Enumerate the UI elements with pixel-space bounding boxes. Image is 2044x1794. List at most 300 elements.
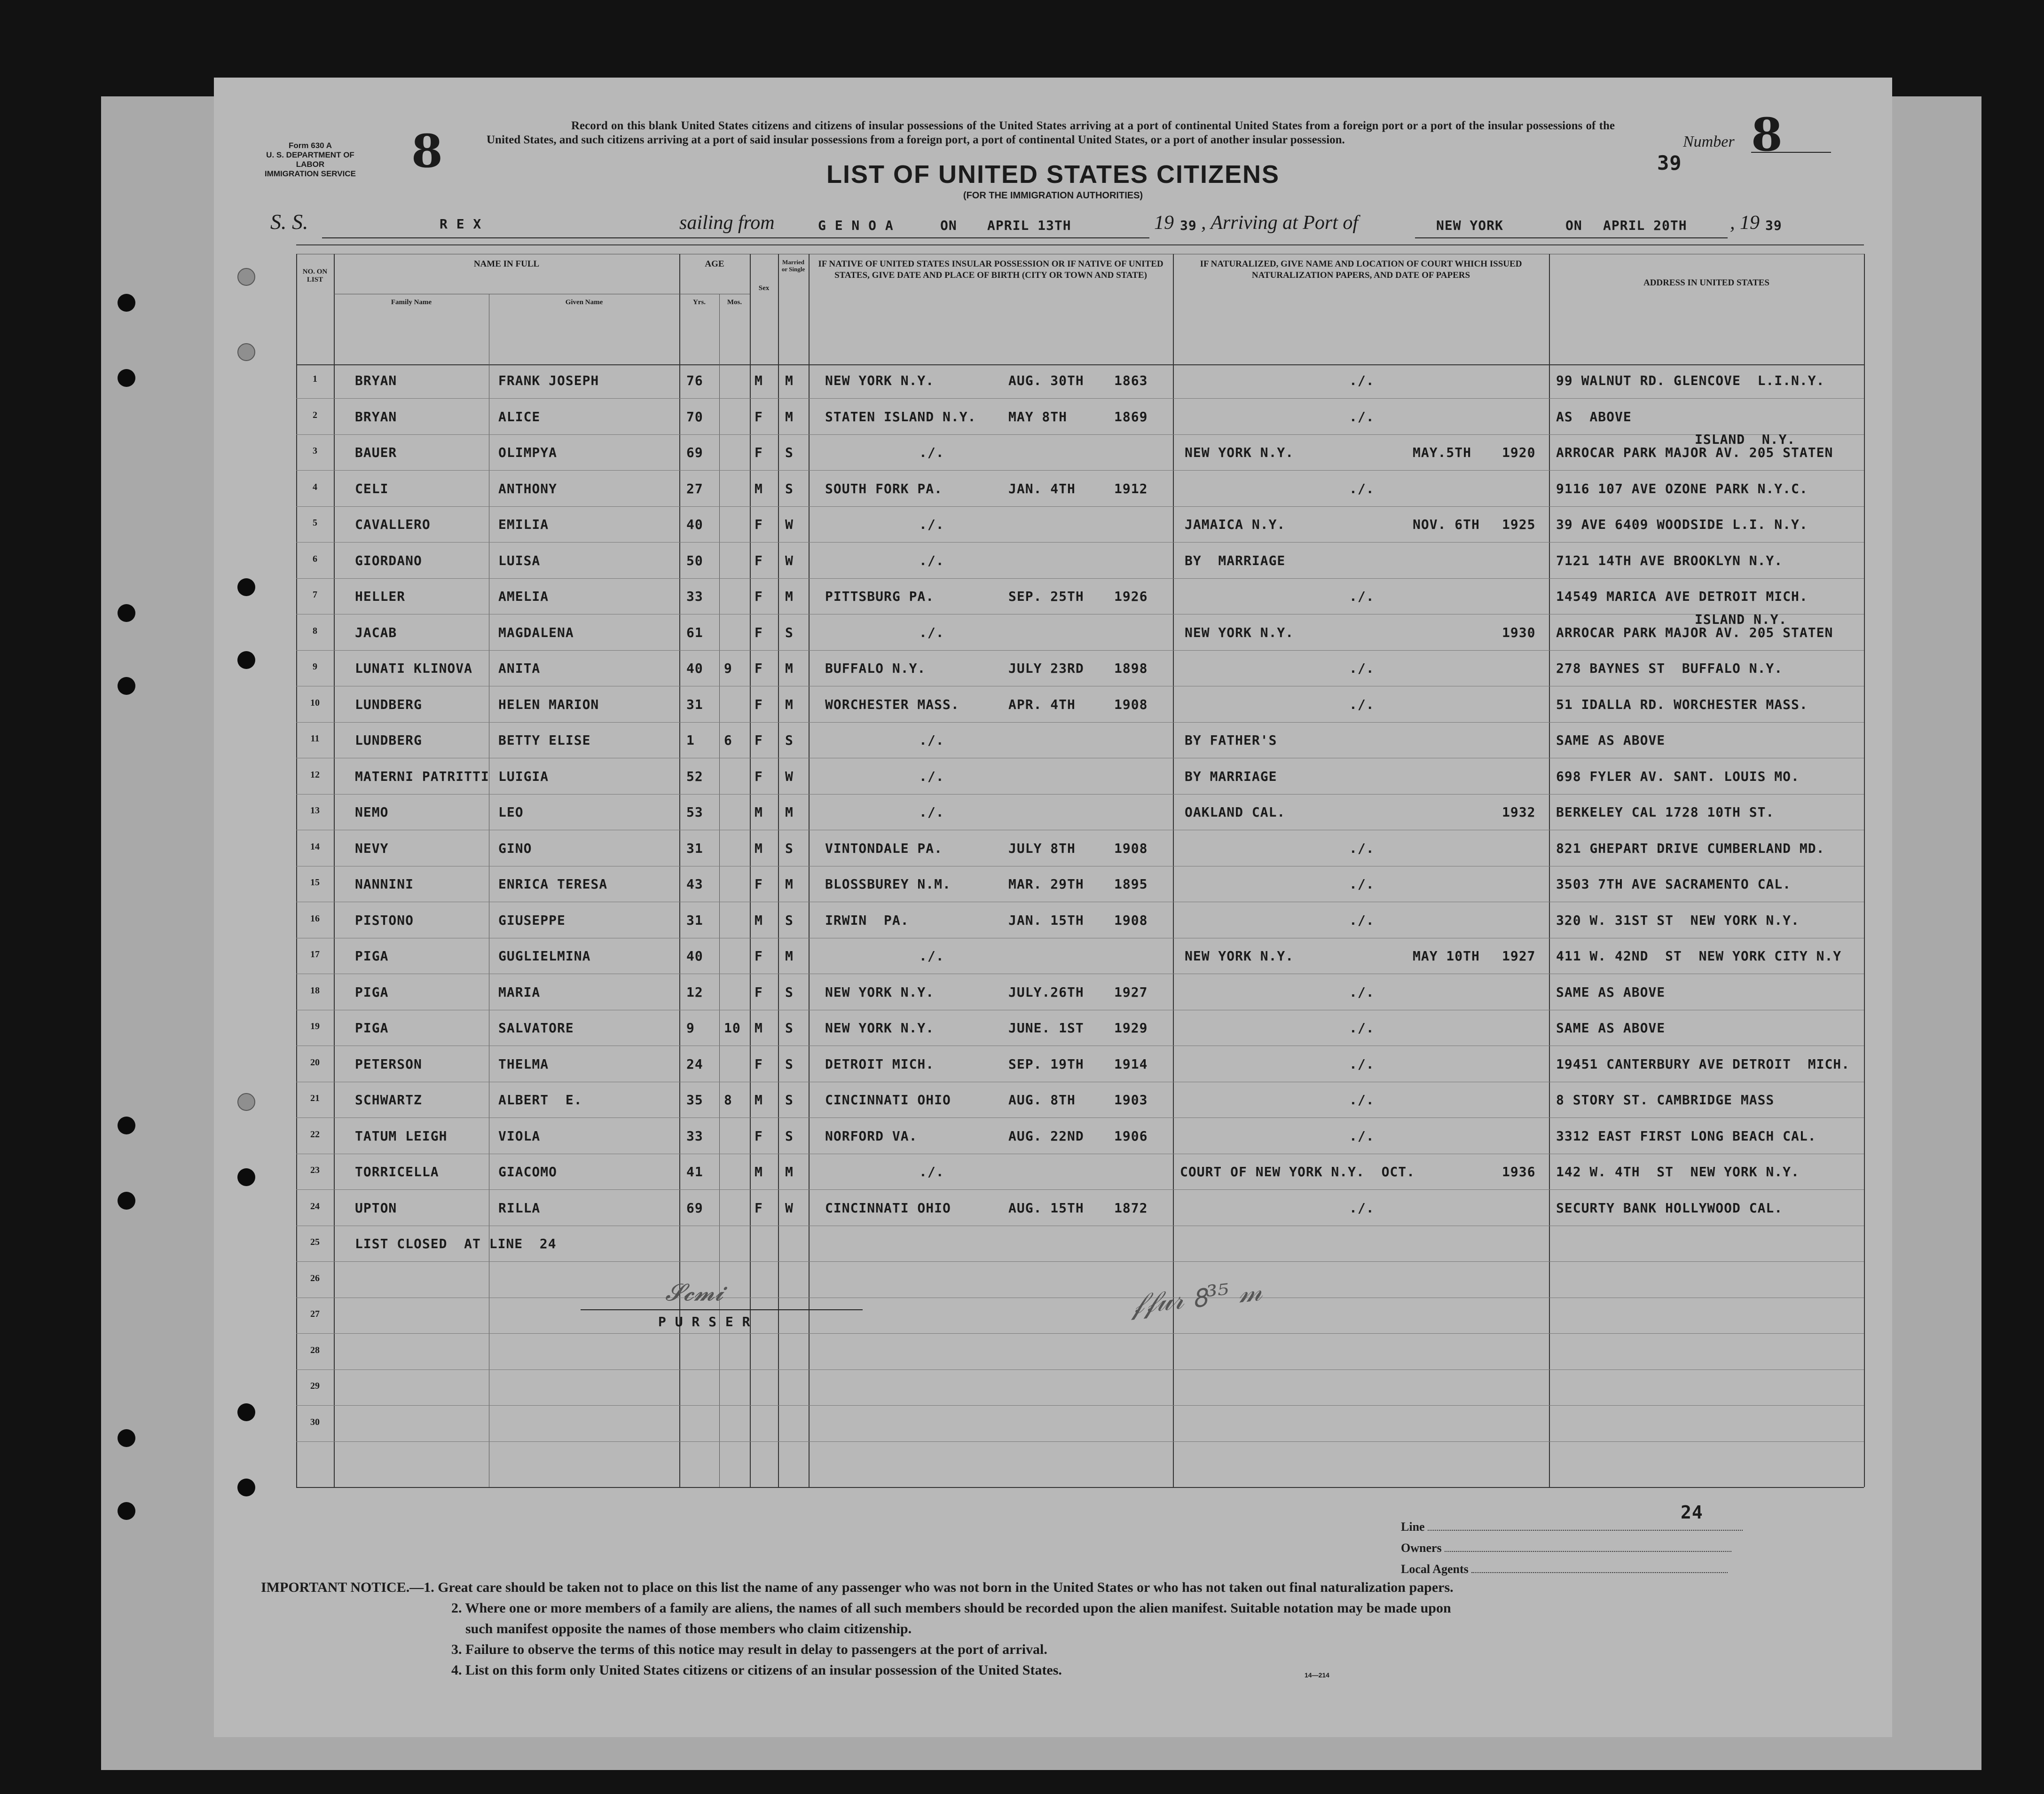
punch-hole: [237, 343, 255, 361]
birth-date: AUG. 8TH: [1008, 1092, 1076, 1108]
sex: F: [755, 768, 763, 784]
age-months: 9: [724, 661, 732, 676]
age-years: 33: [686, 1128, 703, 1144]
naturalization-mark: ./.: [1349, 1020, 1375, 1036]
col-sex: Sex: [758, 284, 770, 292]
marital-status: S: [785, 732, 794, 748]
sex: F: [755, 661, 763, 676]
age-years: 35: [686, 1092, 703, 1108]
ss-label: S. S.: [270, 210, 308, 234]
address: ARROCAR PARK MAJOR AV. 205 STATEN: [1556, 624, 1833, 640]
punch-hole: [237, 1403, 255, 1421]
birth-date: JULY 23RD: [1008, 661, 1084, 676]
sex: F: [755, 876, 763, 892]
row-number: 13: [310, 805, 320, 816]
family-name: BAUER: [355, 445, 397, 460]
row-number: 1: [313, 374, 317, 384]
marital-status: S: [785, 624, 794, 640]
family-name: UPTON: [355, 1200, 397, 1216]
sex: F: [755, 1200, 763, 1216]
age-years: 31: [686, 912, 703, 928]
age-years: 1: [686, 732, 695, 748]
birth-year: 1927: [1114, 984, 1148, 1000]
address: 39 AVE 6409 WOODSIDE L.I. N.Y.: [1556, 517, 1808, 532]
address: 14549 MARICA AVE DETROIT MICH.: [1556, 589, 1808, 604]
number-label: Number: [1683, 133, 1735, 150]
given-name: SALVATORE: [498, 1020, 574, 1036]
age-years: 69: [686, 1200, 703, 1216]
birth-year: 1869: [1114, 409, 1148, 425]
row-number: 10: [310, 697, 320, 708]
row-number: 18: [310, 985, 320, 996]
family-name: BRYAN: [355, 373, 397, 388]
birth-place: ./.: [919, 624, 944, 640]
naturalization-court: BY MARRIAGE: [1185, 552, 1286, 568]
birth-year: 1912: [1114, 480, 1148, 496]
marital-status: M: [785, 373, 794, 388]
naturalization-mark: ./.: [1349, 1128, 1375, 1144]
birth-date: MAR. 29TH: [1008, 876, 1084, 892]
given-name: GIUSEPPE: [498, 912, 566, 928]
punch-hole: [118, 369, 135, 387]
row-number: 16: [310, 913, 320, 924]
row-number: 9: [313, 661, 317, 672]
address-continuation: ISLAND N.Y.: [1695, 611, 1787, 627]
address: 99 WALNUT RD. GLENCOVE L.I.N.Y.: [1556, 373, 1825, 388]
age-years: 33: [686, 589, 703, 604]
row-number: 6: [313, 553, 317, 564]
punch-hole: [237, 651, 255, 669]
naturalization-year: 1930: [1502, 624, 1536, 640]
row-number: 12: [310, 769, 320, 780]
punch-hole: [118, 604, 135, 622]
address: 142 W. 4TH ST NEW YORK N.Y.: [1556, 1164, 1800, 1180]
sex: F: [755, 445, 763, 460]
birth-place: STATEN ISLAND N.Y.: [825, 409, 976, 425]
col-name-in-full: NAME IN FULL: [473, 259, 540, 269]
family-name: PIGA: [355, 948, 389, 964]
naturalization-mark: ./.: [1349, 480, 1375, 496]
age-months: 6: [724, 732, 732, 748]
year-prefix-1: 19: [1154, 212, 1174, 234]
family-name: NANNINI: [355, 876, 414, 892]
sex: F: [755, 732, 763, 748]
age-years: 31: [686, 696, 703, 712]
naturalization-mark: ./.: [1349, 373, 1375, 388]
naturalization-year: 1925: [1502, 517, 1536, 532]
naturalization-mark: ./.: [1349, 696, 1375, 712]
given-name: ALICE: [498, 409, 541, 425]
birth-place: ./.: [919, 948, 944, 964]
on-label-1: ON: [940, 218, 957, 233]
address: 3312 EAST FIRST LONG BEACH CAL.: [1556, 1128, 1816, 1144]
address: 19451 CANTERBURY AVE DETROIT MICH.: [1556, 1056, 1850, 1072]
given-name: MARIA: [498, 984, 541, 1000]
row-number: 26: [310, 1273, 320, 1283]
birth-year: 1898: [1114, 661, 1148, 676]
sex: F: [755, 696, 763, 712]
birth-place: SOUTH FORK PA.: [825, 480, 943, 496]
naturalization-court: NEW YORK N.Y.: [1185, 624, 1294, 640]
punch-hole: [237, 1168, 255, 1186]
row-number: 24: [310, 1201, 320, 1212]
birth-year: 1903: [1114, 1092, 1148, 1108]
col-naturalization: IF NATURALIZED, GIVE NAME AND LOCATION OF COURT WHICH ISSUED NATURALIZATION PAPERS, AND DATE OF PAPERS: [1200, 259, 1522, 280]
address: 698 FYLER AV. SANT. LOUIS MO.: [1556, 768, 1800, 784]
given-name: LEO: [498, 804, 524, 820]
punch-hole: [118, 1117, 135, 1134]
naturalization-year: 1927: [1502, 948, 1536, 964]
birth-date: JAN. 4TH: [1008, 480, 1076, 496]
marital-status: S: [785, 1056, 794, 1072]
age-years: 41: [686, 1164, 703, 1180]
sex: M: [755, 373, 763, 388]
manifest-page: [214, 78, 1892, 1737]
marital-status: S: [785, 1020, 794, 1036]
naturalization-mark: ./.: [1349, 589, 1375, 604]
given-name: RILLA: [498, 1200, 541, 1216]
birth-date: JULY.26TH: [1008, 984, 1084, 1000]
given-name: AMELIA: [498, 589, 549, 604]
address: 320 W. 31ST ST NEW YORK N.Y.: [1556, 912, 1800, 928]
age-years: 61: [686, 624, 703, 640]
address: ARROCAR PARK MAJOR AV. 205 STATEN: [1556, 445, 1833, 460]
naturalization-date: MAY.5TH: [1413, 445, 1472, 460]
marital-status: W: [785, 1200, 794, 1216]
page-mark-left: 8: [411, 125, 443, 178]
birth-year: 1863: [1114, 373, 1148, 388]
row-number: 28: [310, 1345, 320, 1355]
marital-status: S: [785, 912, 794, 928]
address: AS ABOVE: [1556, 409, 1632, 425]
naturalization-court: COURT OF NEW YORK N.Y. OCT.: [1180, 1164, 1415, 1180]
punch-hole: [237, 578, 255, 596]
birth-year: 1908: [1114, 696, 1148, 712]
col-no-on-list: NO. ON LIST: [302, 268, 328, 283]
birth-place: ./.: [919, 445, 944, 460]
marital-status: W: [785, 517, 794, 532]
col-married-single: Married or Single: [781, 259, 805, 273]
birth-place: NEW YORK N.Y.: [825, 984, 935, 1000]
col-address: ADDRESS IN UNITED STATES: [1643, 278, 1769, 288]
address: BERKELEY CAL 1728 10TH ST.: [1556, 804, 1775, 820]
sex: F: [755, 1056, 763, 1072]
family-name: LUNDBERG: [355, 732, 422, 748]
birth-place: NEW YORK N.Y.: [825, 373, 935, 388]
row-number: 8: [313, 625, 317, 636]
naturalization-mark: ./.: [1349, 1200, 1375, 1216]
sex: F: [755, 517, 763, 532]
marital-status: S: [785, 480, 794, 496]
punch-hole: [118, 1502, 135, 1520]
given-name: VIOLA: [498, 1128, 541, 1144]
naturalization-mark: ./.: [1349, 876, 1375, 892]
family-name: GIORDANO: [355, 552, 422, 568]
birth-place: NORFORD VA.: [825, 1128, 918, 1144]
marital-status: M: [785, 876, 794, 892]
address: 278 BAYNES ST BUFFALO N.Y.: [1556, 661, 1783, 676]
row-number: 27: [310, 1309, 320, 1319]
given-name: LUISA: [498, 552, 541, 568]
sex: F: [755, 409, 763, 425]
address: 8 STORY ST. CAMBRIDGE MASS: [1556, 1092, 1775, 1108]
col-age: AGE: [705, 259, 724, 269]
port-to: NEW YORK: [1436, 218, 1503, 233]
sex: F: [755, 984, 763, 1000]
birth-place: DETROIT MICH.: [825, 1056, 935, 1072]
age-years: 40: [686, 517, 703, 532]
given-name: LUIGIA: [498, 768, 549, 784]
family-name: LUNATI KLINOVA: [355, 661, 473, 676]
year-stamp: 39: [1657, 151, 1682, 174]
address: 821 GHEPART DRIVE CUMBERLAND MD.: [1556, 840, 1825, 856]
page-total: 24: [1681, 1502, 1703, 1523]
naturalization-court: NEW YORK N.Y.: [1185, 445, 1294, 460]
row-number: 23: [310, 1165, 320, 1175]
col-given-name: Given Name: [565, 299, 603, 306]
punch-hole: [237, 268, 255, 286]
given-name: ANTHONY: [498, 480, 558, 496]
marital-status: S: [785, 984, 794, 1000]
col-birth-info: IF NATIVE OF UNITED STATES INSULAR POSSESSION OR IF NATIVE OF UNITED STATES, GIVE DATE AND PLACE OF BIRTH (CITY OR TOWN AND STATE): [818, 259, 1164, 280]
family-name: CAVALLERO: [355, 517, 431, 532]
sex: M: [755, 912, 763, 928]
family-name: PISTONO: [355, 912, 414, 928]
birth-year: 1908: [1114, 840, 1148, 856]
row-number: 2: [313, 409, 317, 420]
sex: M: [755, 480, 763, 496]
row-number: 25: [310, 1237, 320, 1247]
given-name: EMILIA: [498, 517, 549, 532]
birth-date: APR. 4TH: [1008, 696, 1076, 712]
row-number: 11: [310, 733, 320, 744]
family-name: PIGA: [355, 1020, 389, 1036]
family-name: SCHWARTZ: [355, 1092, 422, 1108]
notice-4: 4. List on this form only United States citizens or citizens of an insular possession of the United States.: [451, 1662, 1062, 1678]
marital-status: S: [785, 1128, 794, 1144]
given-name: OLIMPYA: [498, 445, 558, 460]
birth-year: 1908: [1114, 912, 1148, 928]
age-years: 40: [686, 661, 703, 676]
address-continuation: ISLAND N.Y.: [1695, 432, 1796, 447]
age-years: 12: [686, 984, 703, 1000]
row-number: 20: [310, 1057, 320, 1068]
given-name: HELEN MARION: [498, 696, 599, 712]
sex: F: [755, 552, 763, 568]
birth-place: BLOSSBUREY N.M.: [825, 876, 951, 892]
marital-status: S: [785, 1092, 794, 1108]
given-name: BETTY ELISE: [498, 732, 591, 748]
row-number: 29: [310, 1381, 320, 1391]
agents-label: Local Agents: [1401, 1562, 1469, 1576]
family-name: PETERSON: [355, 1056, 422, 1072]
arrive-year: 39: [1765, 218, 1782, 233]
punch-hole: [118, 1429, 135, 1447]
naturalization-mark: ./.: [1349, 840, 1375, 856]
age-years: 31: [686, 840, 703, 856]
owners-label: Owners: [1401, 1541, 1442, 1555]
signature-block: [1401, 1516, 1743, 1580]
handwritten-annotation: 𝒻𝒻𝓊𝓇 𝟪³⁵ 𝓂: [1129, 1274, 1264, 1321]
year-prefix-2: , 19: [1730, 212, 1760, 234]
naturalization-year: 1920: [1502, 445, 1536, 460]
family-name: MATERNI PATRITTI: [355, 768, 489, 784]
birth-place: ./.: [919, 732, 944, 748]
row-number: 17: [310, 949, 320, 960]
age-years: 43: [686, 876, 703, 892]
marital-status: M: [785, 804, 794, 820]
row-number: 3: [313, 446, 317, 456]
arrive-date: APRIL 20TH: [1603, 218, 1687, 233]
age-years: 70: [686, 409, 703, 425]
marital-status: M: [785, 1164, 794, 1180]
birth-place: ./.: [919, 768, 944, 784]
birth-year: 1895: [1114, 876, 1148, 892]
birth-date: JUNE. 1ST: [1008, 1020, 1084, 1036]
marital-status: M: [785, 696, 794, 712]
naturalization-court: NEW YORK N.Y.: [1185, 948, 1294, 964]
birth-place: IRWIN PA.: [825, 912, 909, 928]
page-title: LIST OF UNITED STATES CITIZENS: [826, 160, 1280, 189]
row-number: 21: [310, 1093, 320, 1103]
address: SAME AS ABOVE: [1556, 984, 1666, 1000]
page-subtitle: (FOR THE IMMIGRATION AUTHORITIES): [963, 190, 1143, 201]
notice-3: 3. Failure to observe the terms of this notice may result in delay to passengers at the port of arrival.: [451, 1642, 1047, 1657]
form-label: Form 630 A U. S. DEPARTMENT OF LABOR IMMIGRATION SERVICE: [265, 141, 356, 178]
naturalization-mark: ./.: [1349, 1056, 1375, 1072]
naturalization-year: 1932: [1502, 804, 1536, 820]
address: SECURTY BANK HOLLYWOOD CAL.: [1556, 1200, 1783, 1216]
punch-hole: [118, 1192, 135, 1210]
row-number: 14: [310, 841, 320, 852]
birth-date: JAN. 15TH: [1008, 912, 1084, 928]
family-name: TORRICELLA: [355, 1164, 439, 1180]
punch-hole: [118, 294, 135, 312]
arriving-label: , Arriving at Port of: [1201, 212, 1359, 234]
sex: M: [755, 1092, 763, 1108]
birth-place: PITTSBURG PA.: [825, 589, 935, 604]
age-years: 24: [686, 1056, 703, 1072]
marital-status: W: [785, 552, 794, 568]
age-years: 53: [686, 804, 703, 820]
birth-place: ./.: [919, 552, 944, 568]
instructions: Record on this blank United States citizens and citizens of insular possessions of the United States arriving at a port of continental United States from a foreign port or a port of the insular possessions of the United States, and such citizens arriving at a port of said insular possessions from a foreign port, a port of continental United States, or a port of another insular possession.: [487, 119, 1615, 146]
sex: F: [755, 589, 763, 604]
naturalization-court: OAKLAND CAL.: [1185, 804, 1286, 820]
birth-place: BUFFALO N.Y.: [825, 661, 926, 676]
punch-hole: [237, 1479, 255, 1496]
given-name: MAGDALENA: [498, 624, 574, 640]
address: 7121 14TH AVE BROOKLYN N.Y.: [1556, 552, 1783, 568]
birth-date: MAY 8TH: [1008, 409, 1068, 425]
line-label: Line: [1401, 1520, 1425, 1534]
age-years: 9: [686, 1020, 695, 1036]
row-number: 4: [313, 481, 317, 492]
birth-date: SEP. 25TH: [1008, 589, 1084, 604]
birth-date: AUG. 22ND: [1008, 1128, 1084, 1144]
marital-status: M: [785, 948, 794, 964]
notice-title: IMPORTANT NOTICE.: [261, 1580, 410, 1595]
birth-year: 1914: [1114, 1056, 1148, 1072]
age-months: 10: [724, 1020, 741, 1036]
row-number: 22: [310, 1129, 320, 1140]
marital-status: S: [785, 840, 794, 856]
list-closed-text: LIST CLOSED AT LINE 24: [355, 1236, 557, 1251]
row-number: 15: [310, 877, 320, 888]
naturalization-court: BY FATHER'S: [1185, 732, 1277, 748]
sex: F: [755, 948, 763, 964]
address: 411 W. 42ND ST NEW YORK CITY N.Y: [1556, 948, 1842, 964]
naturalization-court: JAMAICA N.Y.: [1185, 517, 1286, 532]
family-name: HELLER: [355, 589, 406, 604]
naturalization-mark: ./.: [1349, 984, 1375, 1000]
marital-status: M: [785, 661, 794, 676]
birth-place: CINCINNATI OHIO: [825, 1200, 951, 1216]
marital-status: M: [785, 589, 794, 604]
age-years: 76: [686, 373, 703, 388]
birth-place: VINTONDALE PA.: [825, 840, 943, 856]
family-name: BRYAN: [355, 409, 397, 425]
row-number: 19: [310, 1021, 320, 1031]
naturalization-year: 1936: [1502, 1164, 1536, 1180]
purser-signature: 𝓢𝓬𝓶𝓲: [665, 1279, 723, 1306]
sex: M: [755, 840, 763, 856]
depart-date: APRIL 13TH: [987, 218, 1071, 233]
address: SAME AS ABOVE: [1556, 732, 1666, 748]
family-name: NEMO: [355, 804, 389, 820]
birth-place: NEW YORK N.Y.: [825, 1020, 935, 1036]
print-code: 14—214: [1305, 1671, 1329, 1679]
sex: M: [755, 1164, 763, 1180]
number-value: 8: [1751, 108, 1783, 161]
sex: F: [755, 1128, 763, 1144]
row-number: 5: [313, 518, 317, 528]
row-number: 7: [313, 590, 317, 600]
family-name: NEVY: [355, 840, 389, 856]
notice-2b: such manifest opposite the names of those members who claim citizenship.: [465, 1621, 912, 1637]
col-yrs: Yrs.: [692, 299, 706, 306]
birth-year: 1926: [1114, 589, 1148, 604]
address: 9116 107 AVE OZONE PARK N.Y.C.: [1556, 480, 1808, 496]
family-name: LUNDBERG: [355, 696, 422, 712]
important-notice: [261, 1577, 1869, 1681]
birth-year: 1929: [1114, 1020, 1148, 1036]
port-from: G E N O A: [818, 218, 894, 233]
sex: M: [755, 804, 763, 820]
age-years: 50: [686, 552, 703, 568]
age-months: 8: [724, 1092, 732, 1108]
marital-status: M: [785, 409, 794, 425]
age-years: 52: [686, 768, 703, 784]
sex: M: [755, 1020, 763, 1036]
naturalization-mark: ./.: [1349, 1092, 1375, 1108]
address: SAME AS ABOVE: [1556, 1020, 1666, 1036]
given-name: THELMA: [498, 1056, 549, 1072]
age-years: 69: [686, 445, 703, 460]
naturalization-mark: ./.: [1349, 661, 1375, 676]
sailing-label: sailing from: [679, 212, 775, 234]
family-name: JACAB: [355, 624, 397, 640]
address: 51 IDALLA RD. WORCHESTER MASS.: [1556, 696, 1808, 712]
address: 3503 7TH AVE SACRAMENTO CAL.: [1556, 876, 1792, 892]
notice-2a: 2. Where one or more members of a family are aliens, the names of all such members should be recorded upon the alien manifest. Suitable notation may be made upon: [451, 1600, 1451, 1616]
given-name: ALBERT E.: [498, 1092, 582, 1108]
purser-label: P U R S E R: [658, 1314, 751, 1330]
notice-1: —1. Great care should be taken not to place on this list the name of any passenger who was not born in the United States or who has not taken out final naturalization papers.: [409, 1580, 1454, 1595]
col-mos: Mos.: [727, 299, 742, 306]
birth-place: ./.: [919, 1164, 944, 1180]
birth-year: 1872: [1114, 1200, 1148, 1216]
